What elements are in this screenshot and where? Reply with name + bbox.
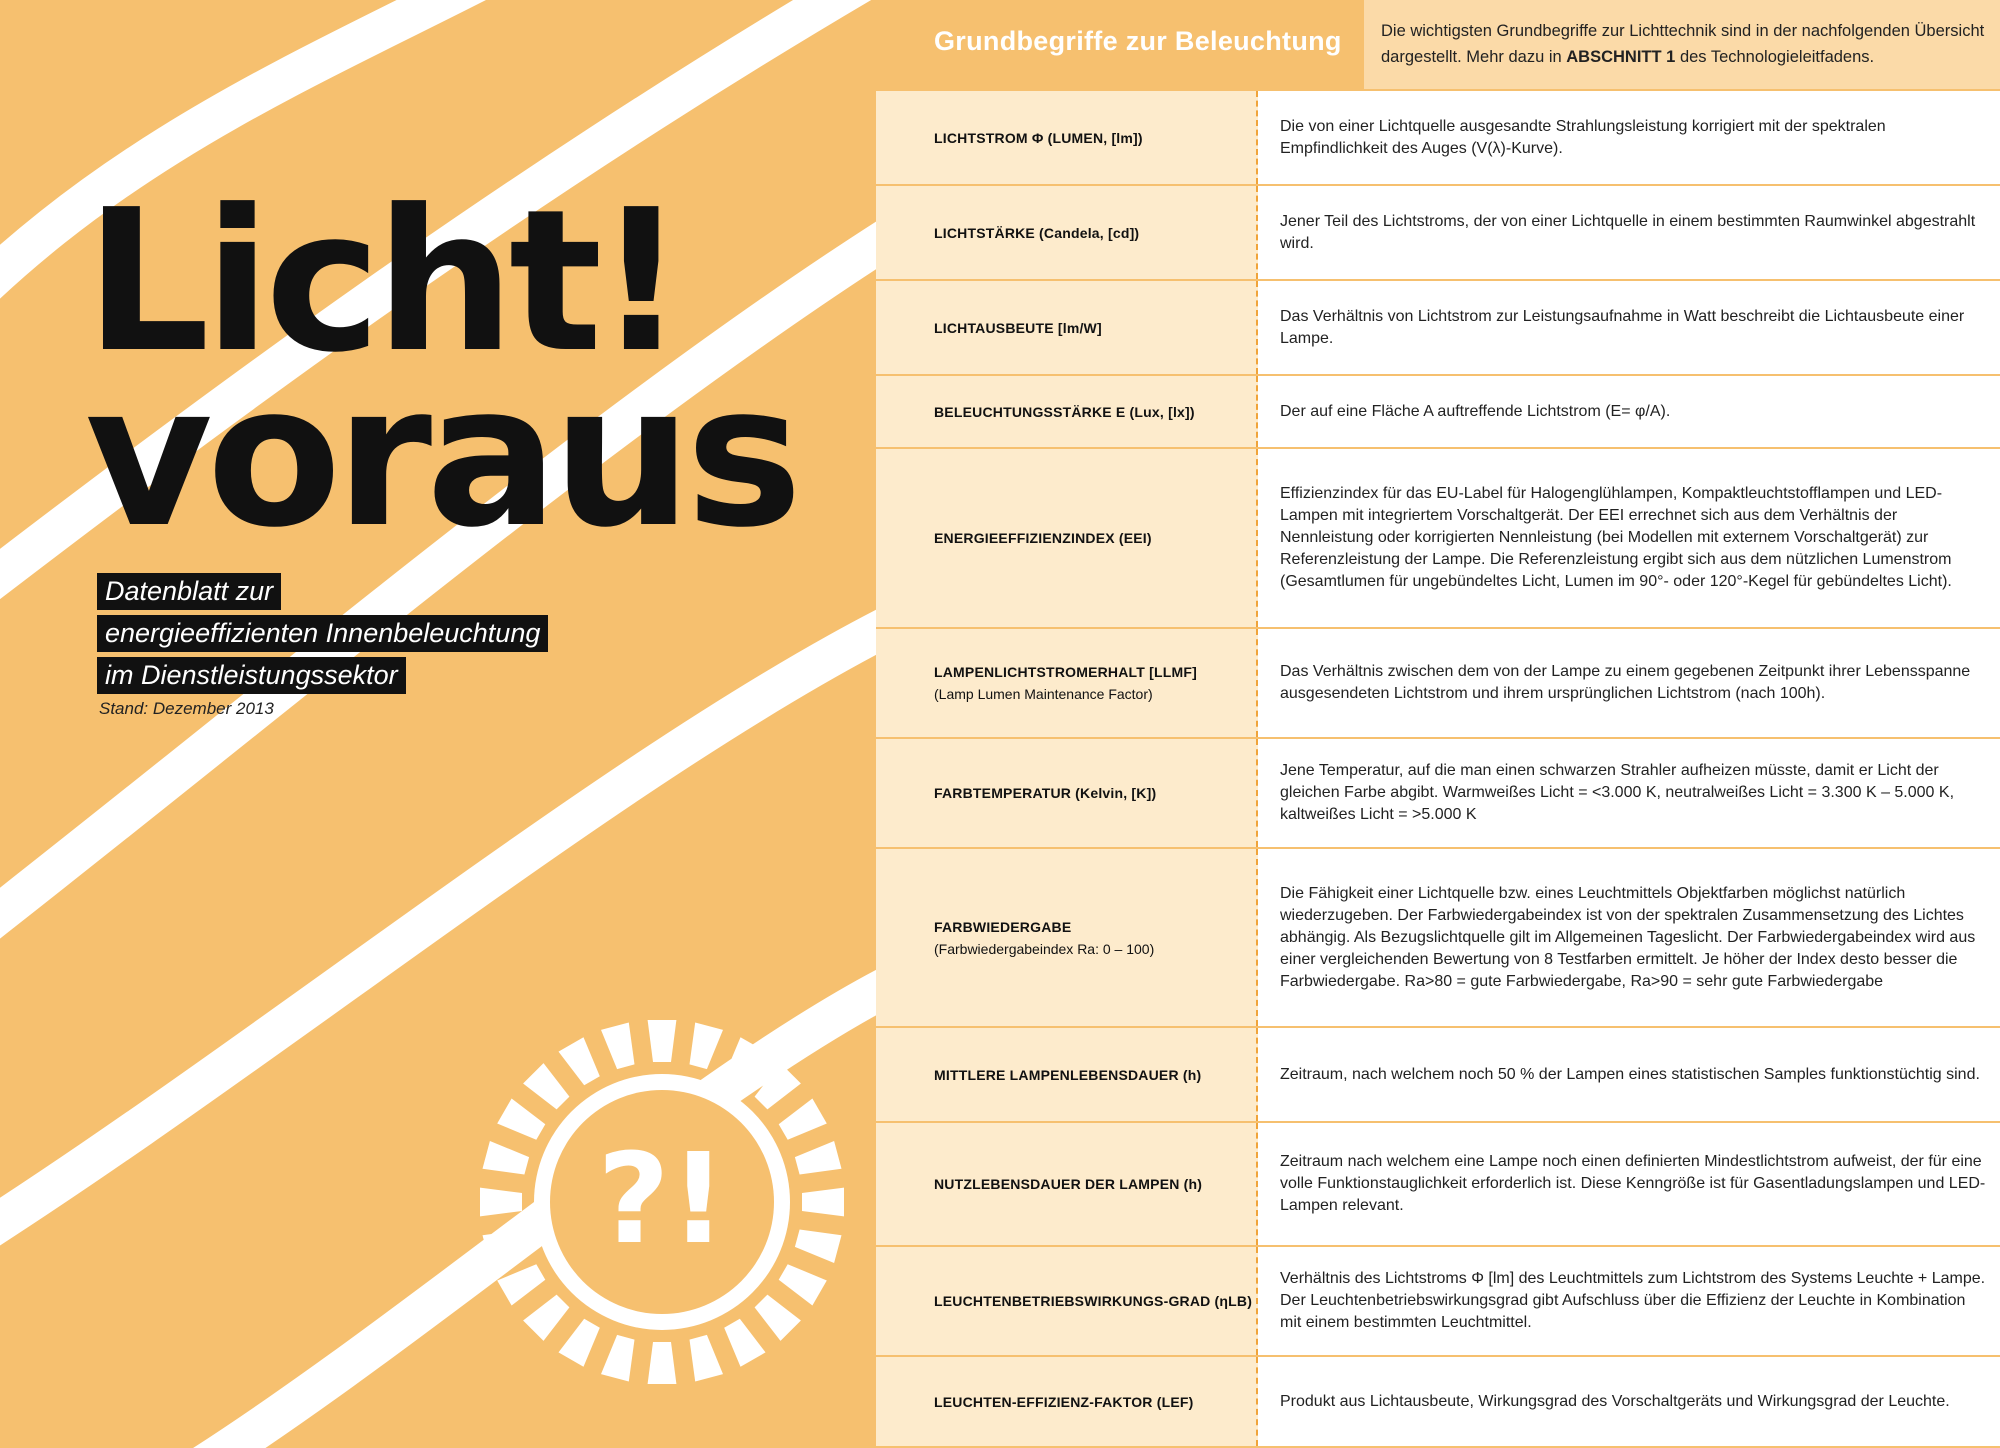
term-cell: LAMPENLICHTSTROMERHALT [LLMF] (Lamp Lumen Maintenance Factor)	[876, 629, 1258, 737]
cover-title	[85, 168, 797, 571]
term-cell: LEUCHTEN-EFFIZIENZ-FAKTOR (LEF)	[876, 1357, 1258, 1446]
description-cell: Jener Teil des Lichtstroms, der von einer Lichtquelle in einem bestimmten Raumwinkel abgestrahlt wird.	[1280, 212, 1976, 252]
table-row	[876, 847, 2000, 1026]
title-line-2: voraus	[85, 343, 797, 571]
sun-ray	[648, 1342, 677, 1384]
term-cell: LICHTSTROM Φ (LUMEN, [lm])	[876, 91, 1258, 184]
description-cell: Das Verhältnis von Lichtstrom zur Leistungsaufnahme in Watt beschreibt die Lichtausbeute einer Lampe.	[1280, 307, 1965, 347]
sun-ray	[497, 1099, 545, 1140]
sun-ray	[795, 1230, 842, 1264]
cover-panel	[0, 0, 876, 1448]
glossary-table	[876, 0, 2000, 1448]
term-cell: ENERGIEEFFIZIENZINDEX (EEI)	[876, 449, 1258, 627]
sun-ray	[755, 1063, 801, 1109]
table-row	[876, 184, 2000, 279]
cover-subtitle	[97, 573, 548, 699]
term-cell: LICHTAUSBEUTE [lm/W]	[876, 281, 1258, 374]
table-row	[876, 737, 2000, 847]
description-cell: Die von einer Lichtquelle ausgesandte Strahlungsleistung korrigiert mit der spektralen Empfindlichkeit des Auges (V(λ)-Kurve).	[1280, 117, 1886, 157]
sun-symbol: ?!	[597, 1127, 727, 1272]
description-cell: Jene Temperatur, auf die man einen schwarzen Strahler aufheizen müsste, damit er Licht der gleichen Farbe abgibt. Warmweißes Licht = <3.000 K, neutralweißes Licht = 3.300 K – 5.000 K, kaltweißes Licht = >5.000 K	[1280, 762, 1955, 823]
sun-ray	[559, 1037, 600, 1085]
sun-ray	[802, 1188, 844, 1217]
description-cell: Der auf eine Fläche A auftreffende Lichtstrom (E= φ/A).	[1280, 402, 1671, 420]
description-cell: Das Verhältnis zwischen dem von der Lampe zu einem gegebenen Zeitpunkt ihrer Lebensspanne ausgesendeten Lichtstrom und ihrem ursprünglichen Lichtstrom (nach 100h).	[1280, 663, 1971, 702]
table-row	[876, 1355, 2000, 1448]
description-cell: Produkt aus Lichtausbeute, Wirkungsgrad des Vorschaltgeräts und Wirkungsgrad der Leuchte.	[1280, 1392, 1950, 1410]
header-title-cell	[876, 0, 1364, 89]
description-cell: Die Fähigkeit einer Lichtquelle bzw. eines Leuchtmittels Objektfarben möglichst natürlich wiederzugeben. Der Farbwiedergabeindex ist von der spektralen Zusammensetzung des Lichtes abhängig. Als Bezugslichtquelle gilt im Allgemeinen Tageslicht. Der Farbwiedergabeindex wird aus einer vergleichenden Bewertung von 8 Testfarben ermittelt. Je höher der Index desto besser die Farbwiedergabe. Ra>80 = gute Farbwiedergabe, Ra>90 = sehr gute Farbwiedergabe	[1280, 884, 1976, 990]
table-row	[876, 627, 2000, 737]
subtitle-line-1: Datenblatt zur	[97, 573, 281, 610]
sun-ray	[755, 1295, 801, 1341]
table-header	[876, 0, 2000, 89]
header-title: Grundbegriffe zur Beleuchtung	[934, 26, 1342, 56]
sun-ray	[779, 1099, 827, 1140]
stand-date: Stand: Dezember 2013	[99, 699, 274, 718]
title-line-1: Licht!	[85, 168, 680, 396]
sun-icon	[472, 1012, 852, 1392]
term-cell: LEUCHTENBETRIEBSWIRKUNGS-GRAD (ηLB)	[876, 1247, 1258, 1355]
table-row	[876, 1026, 2000, 1121]
table-row	[876, 1121, 2000, 1245]
table-row	[876, 89, 2000, 184]
sun-ray	[480, 1188, 522, 1217]
header-intro: Die wichtigsten Grundbegriffe zur Lichttechnik sind in der nachfolgenden Übersicht dargestellt. Mehr dazu in ABSCHNITT 1 des Technologieleitfadens.	[1381, 22, 1985, 66]
sun-ray	[497, 1264, 545, 1305]
header-intro-cell	[1364, 0, 2000, 89]
description-cell: Zeitraum nach welchem eine Lampe noch einen definierten Mindestlichtstrom aufweist, der für eine volle Funktionstauglichkeit erforderlich ist. Diese Kenngröße ist für Gasentladungslampen und LED-Lampen relevant.	[1280, 1153, 1986, 1214]
sun-ray	[648, 1020, 677, 1062]
term-cell: FARBWIEDERGABE (Farbwiedergabeindex Ra: 0 – 100)	[876, 849, 1258, 1026]
sun-ray	[795, 1141, 842, 1175]
table-row	[876, 279, 2000, 374]
term-cell: NUTZLEBENSDAUER DER LAMPEN (h)	[876, 1123, 1258, 1245]
sun-ray	[724, 1037, 765, 1085]
table-row	[876, 1245, 2000, 1355]
sun-ray	[559, 1319, 600, 1367]
term-cell: LICHTSTÄRKE (Candela, [cd])	[876, 186, 1258, 279]
sun-ray	[779, 1264, 827, 1305]
sun-ray	[690, 1023, 724, 1070]
subtitle-line-2: energieeffizienten Innenbeleuchtung	[97, 615, 548, 652]
sun-ray	[690, 1335, 724, 1382]
term-cell: MITTLERE LAMPENLEBENSDAUER (h)	[876, 1028, 1258, 1121]
subtitle-line-3: im Dienstleistungssektor	[97, 657, 406, 694]
description-cell: Effizienzindex für das EU-Label für Halogenglühlampen, Kompaktleuchtstofflampen und LED-Lampen mit integriertem Vorschaltgerät. Der EEI errechnet sich aus dem Verhältnis der Nennleistung oder korrigierten Nennleistung (bei Modellen mit externem Vorschaltgerät) zur Referenzleistung der Lampe. Die Referenzleistung ergibt sich aus dem nützlichen Lumenstrom (Gesamtlumen für ungebündeltes Licht, Lumen im 90°- oder 120°-Kegel für gebündeltes Licht).	[1280, 485, 1952, 590]
sun-ray	[523, 1063, 569, 1109]
description-cell: Zeitraum, nach welchem noch 50 % der Lampen eines statistischen Samples funktionstüchtig sind.	[1280, 1065, 1980, 1083]
sun-ray	[483, 1230, 530, 1264]
table-row	[876, 374, 2000, 447]
section-reference: ABSCHNITT 1	[1566, 48, 1676, 66]
sun-ray	[724, 1319, 765, 1367]
table-row	[876, 447, 2000, 627]
term-cell: FARBTEMPERATUR (Kelvin, [K])	[876, 739, 1258, 847]
sun-ray	[601, 1335, 635, 1382]
sun-ray	[523, 1295, 569, 1341]
sun-ray	[483, 1141, 530, 1175]
sun-ray	[601, 1023, 635, 1070]
term-cell: BELEUCHTUNGSSTÄRKE E (Lux, [lx])	[876, 376, 1258, 447]
description-cell: Verhältnis des Lichtstroms Φ [lm] des Leuchtmittels zum Lichtstrom des Systems Leuchte + Lampe. Der Leuchtenbetriebswirkungsgrad gibt Aufschluss über die Effizienz der Leuchte in Kombination mit einem bestimmten Leuchtmittel.	[1280, 1270, 1986, 1331]
